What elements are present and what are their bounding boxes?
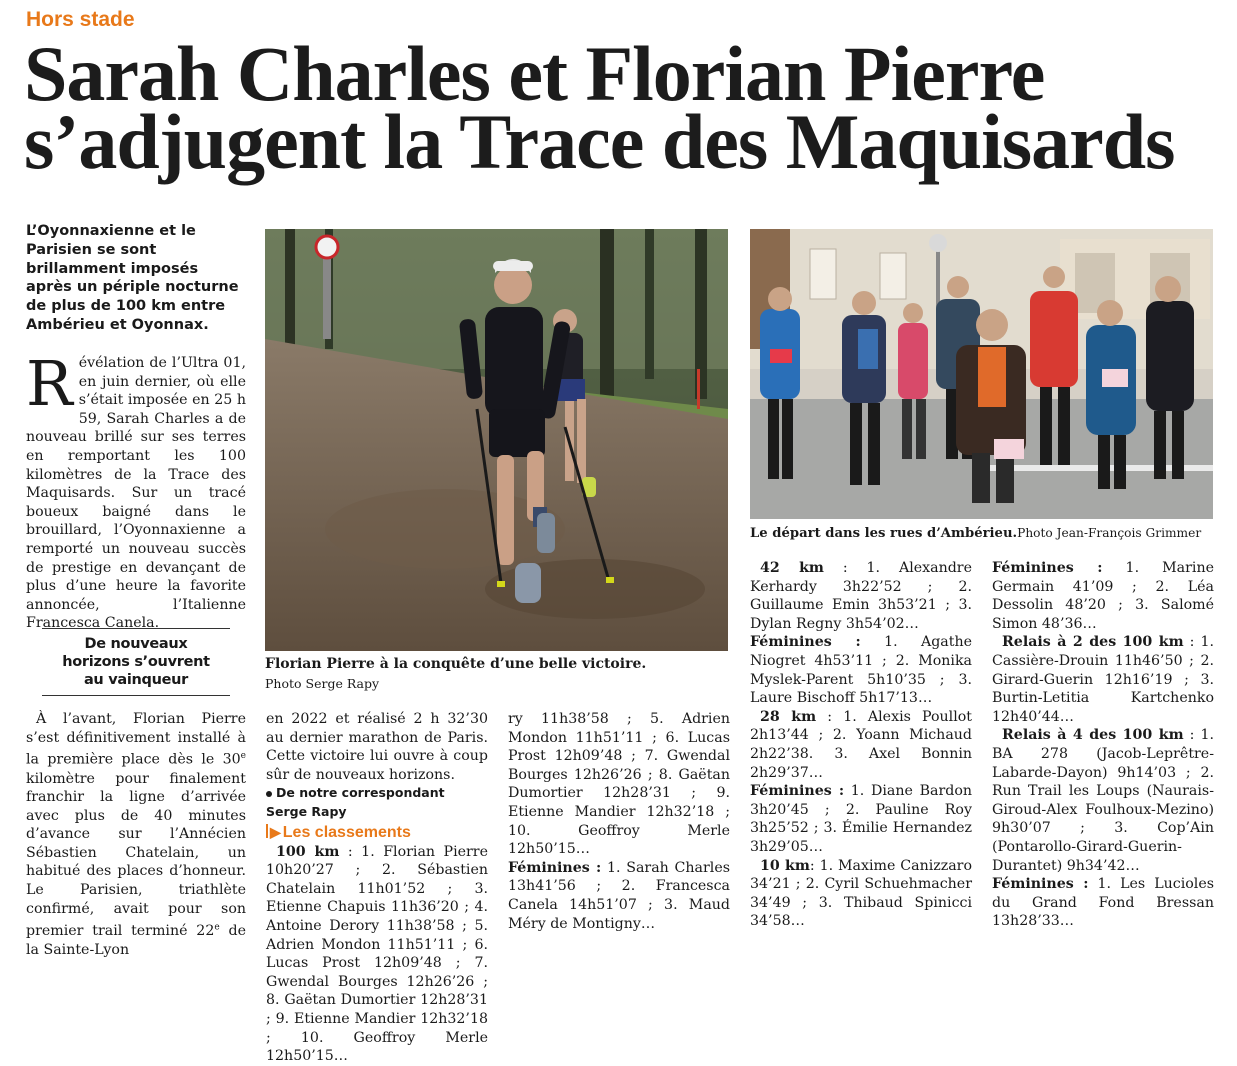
results-100km-continued: ry 11h38’58 ; 5. Adrien Mondon 11h51’11 ; 6. Lucas Prost 12h09’48 ; 7. Gwendal Bourges 12h26’26 ; 8. Gaëtan Dumortier 12h28’31 ; 9. Etienne Mandier 12h32’18 ; 10. Geoffroy Merle 12h50’15… <box>508 711 730 858</box>
results-28km: 28 km : 1. Alexis Poullot 2h13’44 ; 2. Yoann Michaud 2h22’38. 3. Axel Bonnin 2h29’37… <box>750 708 972 781</box>
interheading-line-3: au vainqueur <box>83 672 189 688</box>
article-body-column-1 <box>26 710 246 959</box>
results-relay-2: Relais à 2 des 100 km : 1. Cassière-Drouin 11h46’50 ; 2. Girard-Guerin 12h16’19 ; 3. Burtin-Letitia Kartchenko 12h40’44… <box>992 634 1214 725</box>
results-42km: 42 km : 1. Alexandre Kerhardy 3h22’52 ; 2. Guillaume Emin 3h53’21 ; 3. Dylan Regny 3h54’02… <box>750 560 972 632</box>
byline-name: Serge Rapy <box>266 803 347 819</box>
results-relay-4: Relais à 4 des 100 km : 1. BA 278 (Jacob-Leprêtre-Labarde-Dayon) 9h14’03 ; 2. Run Trail les Loups (Naurais-Giroud-Alex Foulhoux-Mezino) 9h30’07 ; 3. Cop’Ain (Pontarollo-Girard-Guerin-Durantet) 9h34’42… <box>992 727 1214 874</box>
results-relay-4-women: Féminines : 1. Les Lucioles du Grand Fond Bressan 13h28’33… <box>992 876 1215 930</box>
results-100km-women: Féminines : 1. Sarah Charles 13h41’56 ; 2. Francesca Canela 14h51’07 ; 3. Maud Méry de Montigny… <box>508 859 730 932</box>
article-intro <box>26 347 246 633</box>
interheading-line-1: De nouveaux <box>84 636 188 652</box>
section-rubric: Hors stade <box>26 8 135 31</box>
bar-marker-icon <box>266 824 268 838</box>
photo-runner-forest <box>265 229 728 651</box>
results-100km: 100 km : 1. Florian Pierre 10h20’27 ; 2. Sébastien Chatelain 11h01’52 ; 3. Etienne Chapuis 11h36’20 ; 4. Antoine Derory 11h38’58 ; 5. Adrien Mondon 11h51’11 ; 6. Lucas Prost 12h09’48 ; 7. Gwendal Bourges 12h26’26 ; 8. Gaëtan Dumortier 12h28’31 ; 9. Etienne Mandier 12h32’18 ; 10. Geoffroy Merle 12h50’15… <box>266 843 488 1065</box>
interheading <box>42 628 230 696</box>
results-10km: 10 km: 1. Maxime Canizzaro 34’21 ; 2. Cyril Schuehmacher 34’49 ; 3. Thibaud Spinicci 34’58… <box>750 857 972 930</box>
article-body-column-2 <box>266 710 488 1066</box>
triangle-right-icon: ▶ <box>270 823 281 840</box>
classements-heading: ▶ Les classements <box>266 822 488 843</box>
photo-caption-2-title: Le départ dans les rues d’Ambérieu. <box>750 526 1018 541</box>
photo-caption-2-credit: Photo Jean-François Grimmer <box>1017 526 1202 540</box>
headline-line-1: Sarah Charles et Florian Pierre <box>24 30 1045 117</box>
body-paragraph-1: À l’avant, Florian Pierre s’est définitivement installé à la première place dès le 30e kilomètre pour finalement franchir la ligne d’arrivée avec plus de 40 minutes d’avance sur l’Annécien Sébastien Chatelain, un habitué des places d’honneur. Le Parisien, triathlète confirmé, avait pour son premier trail terminé 22e de la Sainte-Lyon <box>26 711 246 958</box>
article-body-column-3 <box>508 710 730 933</box>
article-lead: L’Oyonnaxienne et le Parisien se sont brillamment imposés après un périple nocturne de plus de 100 km entre Ambérieu et Oyonnax. <box>26 223 239 333</box>
article-body-column-4 <box>750 559 972 931</box>
body-paragraph-2-end: en 2022 et réalisé 2 h 32’30 au dernier marathon de Paris. Cette victoire lui ouvre à coup sûr de nouveaux horizons. <box>266 711 488 783</box>
article-body-column-5 <box>992 559 1214 931</box>
results-10km-women: Féminines : 1. Marine Germain 41’09 ; 2. Léa Dessolin 48’20 ; 3. Salomé Simon 48’36… <box>992 560 1214 632</box>
results-42km-women: Féminines : 1. Agathe Niogret 4h53’11 ; 2. Monika Myslek-Parent 5h10’35 ; 3. Laure Bischoff 5h17’13… <box>750 634 972 707</box>
body-paragraph-2-start: Le Parisien, triathlète confirmé, avait pour son premier trail terminé 22e de la Sainte-Lyon <box>26 882 246 958</box>
interheading-line-2: horizons s’ouvrent <box>62 654 210 670</box>
photo-caption-1 <box>265 655 728 693</box>
photo-caption-1-title: Florian Pierre à la conquête d’une belle victoire. <box>265 656 647 672</box>
photo-race-start <box>750 229 1213 519</box>
results-28km-women: Féminines : 1. Diane Bardon 3h20’45 ; 2. Pauline Roy 3h25’52 ; 3. Émilie Hernandez 3h29’05… <box>750 783 972 855</box>
drop-cap: R <box>26 347 73 420</box>
article-headline <box>24 30 1224 185</box>
bullet-dot-icon <box>266 791 272 797</box>
headline-line-2: s’adjugent la Trace des Maquisards <box>24 98 1175 185</box>
photo-caption-2 <box>750 524 1220 543</box>
intro-text: évélation de l’Ultra 01, en juin dernier, où elle s’était imposée en 25 h 59, Sarah Charles a de nouveau brillé sur ses terres en remportant les 100 kilomètres de la Trace des Maquisards. Sur un tracé boueux baigné dans le brouillard, l’Oyonnaxienne a remporté un nouveau succès de prestige en devançant de plus d’une heure la favorite annoncée, l’Italienne Francesca Canela. <box>26 355 246 632</box>
byline-label: De notre correspondant <box>266 784 488 803</box>
photo-caption-1-credit: Photo Serge Rapy <box>265 676 380 691</box>
